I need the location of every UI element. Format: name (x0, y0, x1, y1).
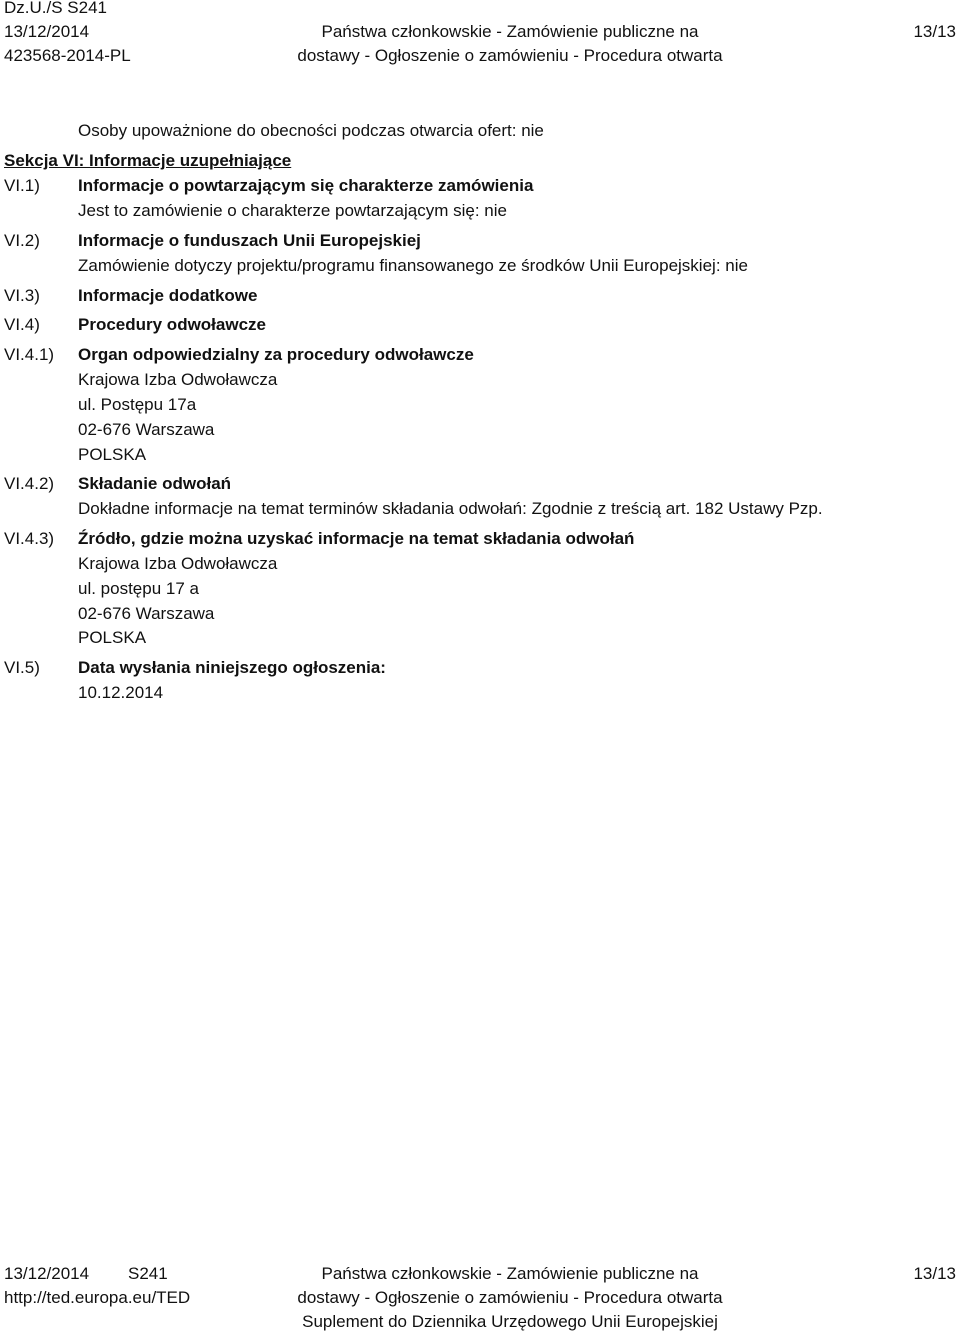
header-date: 13/12/2014 (4, 22, 90, 41)
item-line: Zamówienie dotyczy projektu/programu finansowanego ze środków Unii Europejskiej: nie (78, 256, 748, 275)
item-line: 02-676 Warszawa (78, 420, 215, 439)
footer-title-line2: dostawy - Ogłoszenie o zamówieniu - Procedura otwarta (297, 1288, 723, 1307)
item-line: ul. Postępu 17a (78, 395, 197, 414)
item-number: VI.4) (4, 315, 40, 334)
item-line: ul. postępu 17 a (78, 579, 199, 598)
journal-ref: Dz.U./S S241 (4, 0, 107, 17)
header-doc-id: 423568-2014-PL (4, 46, 131, 65)
item-number: VI.4.3) (4, 529, 55, 548)
item-title: Informacje o funduszach Unii Europejskiej (78, 231, 421, 250)
item-line: 02-676 Warszawa (78, 604, 215, 623)
item-number: VI.2) (4, 231, 40, 250)
item-title: Źródło, gdzie można uzyskać informacje na temat składania odwołań (78, 529, 635, 548)
footer-date: 13/12/2014 (4, 1264, 90, 1283)
section-title: Sekcja VI: Informacje uzupełniające (4, 151, 292, 170)
item-line: Dokładne informacje na temat terminów składania odwołań: Zgodnie z treścią art. 182 Ustawy Pzp. (78, 499, 823, 518)
item-title: Informacje dodatkowe (78, 286, 258, 305)
footer-issue: S241 (128, 1264, 168, 1283)
item-line: Krajowa Izba Odwoławcza (78, 370, 278, 389)
item-title: Procedury odwoławcze (78, 315, 266, 334)
item-line: POLSKA (78, 628, 147, 647)
item-line: Jest to zamówienie o charakterze powtarzającym się: nie (78, 201, 507, 220)
footer-title-line1: Państwa członkowskie - Zamówienie publiczne na (321, 1264, 699, 1283)
item-title: Składanie odwołań (78, 474, 232, 493)
item-number: VI.4.2) (4, 474, 55, 493)
item-title: Data wysłania niniejszego ogłoszenia: (78, 658, 386, 677)
item-number: VI.3) (4, 286, 40, 305)
item-line: Krajowa Izba Odwoławcza (78, 554, 278, 573)
item-number: VI.5) (4, 658, 40, 677)
opening-persons-text: Osoby upoważnione do obecności podczas otwarcia ofert: nie (78, 121, 544, 140)
header-title-line2: dostawy - Ogłoszenie o zamówieniu - Procedura otwarta (297, 46, 723, 65)
footer-title-line3: Suplement do Dziennika Urzędowego Unii Europejskiej (302, 1312, 718, 1331)
footer-page: 13/13 (913, 1264, 956, 1283)
footer-url-link[interactable]: http://ted.europa.eu/TED (4, 1288, 191, 1307)
item-title: Informacje o powtarzającym się charakterze zamówienia (78, 176, 534, 195)
item-line: POLSKA (78, 445, 147, 464)
item-number: VI.1) (4, 176, 40, 195)
item-number: VI.4.1) (4, 345, 55, 364)
item-title: Organ odpowiedzialny za procedury odwoławcze (78, 345, 474, 364)
header-page: 13/13 (913, 22, 956, 41)
header-title-line1: Państwa członkowskie - Zamówienie publiczne na (321, 22, 699, 41)
item-line: 10.12.2014 (78, 683, 164, 702)
